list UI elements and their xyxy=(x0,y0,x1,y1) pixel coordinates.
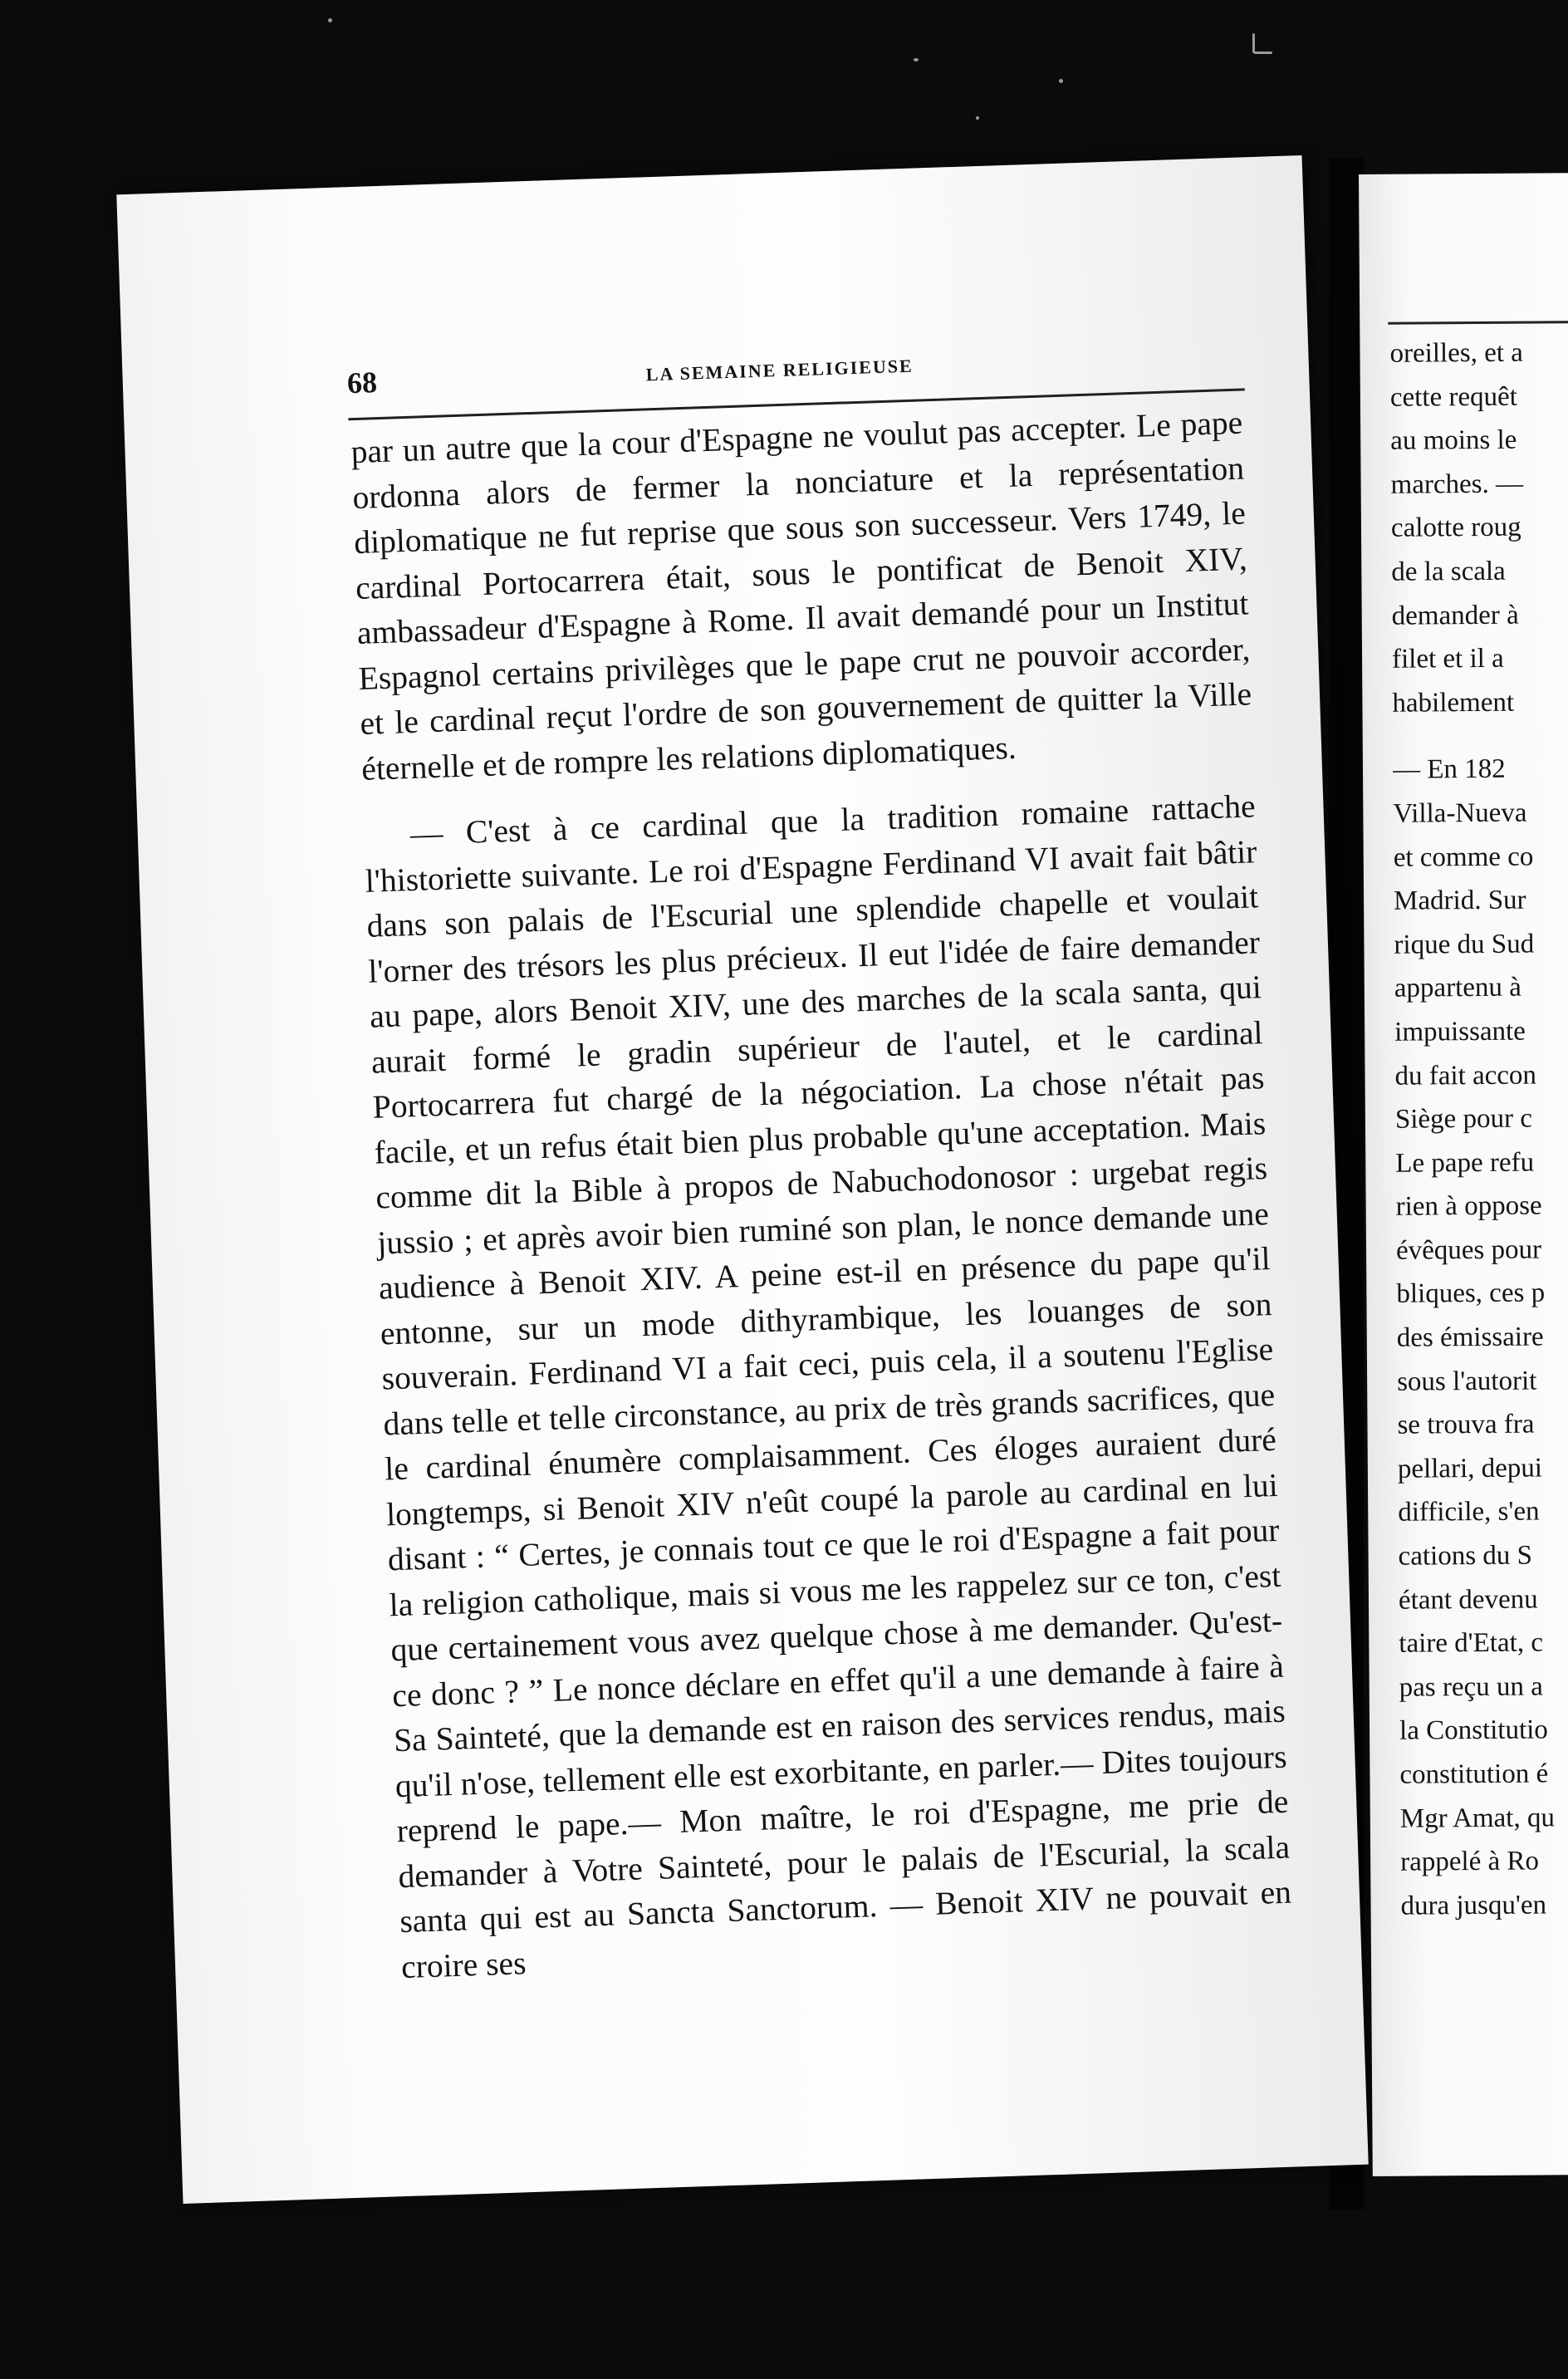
right-page-line: évêques pour xyxy=(1395,1234,1542,1266)
right-page-line: demander à xyxy=(1391,600,1519,631)
page-number: 68 xyxy=(346,365,378,400)
header-rule xyxy=(1388,321,1568,325)
right-page-line: calotte roug xyxy=(1390,513,1521,544)
right-page-line: pellari, depui xyxy=(1397,1453,1543,1484)
right-page xyxy=(1359,173,1568,2176)
right-page-line: rique du Sud xyxy=(1394,929,1535,960)
paragraph-gap xyxy=(1393,724,1568,748)
running-head: LA SEMAINE RELIGIEUSE xyxy=(645,355,914,385)
right-page-line: Villa-Nueva xyxy=(1393,797,1527,829)
right-page-line: bliques, ces p xyxy=(1396,1278,1546,1310)
scan-speck xyxy=(976,116,979,120)
right-page-line: de la scala xyxy=(1391,556,1506,587)
right-page-line: étant devenu xyxy=(1398,1584,1538,1616)
paragraph: — C'est à ce cardinal que la tradition romaine rattache l'historiette suivante. Le roi d'Espagne Ferdinand VI avait fait bâtir dans son palais de l'Escurial une splendide chapelle et voulait l'orner des trésors les plus précieux. Il eut l'idée de faire demander au pape, alors Benoit XIV, une des marches de la scala santa, qui aurait formé le gradin supérieur de l'autel, et le cardinal Portocarrera fut chargé de la négociation. La chose n'était pas facile, et un refus était bien plus probable qu'une acceptation. Mais comme dit la Bible à propos de Nabuchodonosor : urgebat regis jussio ; et après avoir bien ruminé son plan, le nonce demande une audience à Benoit XIV. A peine est-il en présence du pape qu'il entonne, sur un mode dithyrambique, les louanges de son souverain. Ferdinand VI a fait ceci, puis cela, il a soutenu l'Eglise dans telle et telle circonstance, au prix de très grands sacrifices, que le cardinal énumère complaisamment. Ces éloges auraient duré longtemps, si Benoit XIV n'eût coupé la parole au cardinal en lui disant : “ Certes, je connais tout ce que le roi d'Espagne a fait pour la religion catholique, mais si vous me les rappelez sur ce ton, c'est que certainement vous avez quelque chose à me demander. Qu'est-ce donc ? ” Le nonce déclare en effet qu'il a une demande à faire à Sa Sainteté, que la demande est en raison des services rendus, mais qu'il n'ose, tellement elle est exorbitante, en parler.— Dites toujours reprend le pape.— Mon maître, le roi d'Espagne, me prie de demander à Votre Sainteté, pour le palais de l'Escurial, la scala santa qui est au Sancta Sanctorum. — Benoit XIV ne pouvait en croire ses xyxy=(365,787,1292,1985)
right-page-line: la Constitutio xyxy=(1399,1714,1548,1747)
right-text-block-b xyxy=(1393,747,1568,1928)
right-text-block-a xyxy=(1389,331,1568,725)
left-page xyxy=(116,155,1368,2204)
right-page-line: Le pape refu xyxy=(1395,1147,1535,1179)
right-page-line: appartenu à xyxy=(1394,972,1521,1004)
right-page-line: Siège pour c xyxy=(1394,1103,1533,1135)
right-page-line: Mgr Amat, qu xyxy=(1399,1802,1556,1834)
body-text xyxy=(350,400,1294,1990)
right-page-line: rappelé à Ro xyxy=(1400,1846,1540,1877)
right-page-line: se trouva fra xyxy=(1397,1409,1535,1440)
scan-speck xyxy=(1254,52,1272,54)
paragraph: par un autre que la cour d'Espagne ne voulut pas accepter. Le pape ordonna alors de fermer la nonciature et la représentation diplomatique ne fut reprise que sous son successeur. Vers 1749, le cardinal Portocarrera était, sous le pontificat de Benoit XIV, ambassadeur d'Espagne à Rome. Il avait demandé pour un Institut Espagnol certains privilèges que le pape crut ne pouvoir accorder, et le cardinal reçut l'ordre de son gouvernement de quitter la Ville éternelle et de rompre les relations diplomatiques. xyxy=(350,404,1252,787)
right-page-line: difficile, s'en xyxy=(1398,1496,1540,1528)
right-page-line: impuissante xyxy=(1394,1016,1526,1047)
right-page-line: marches. — xyxy=(1390,468,1524,500)
right-page-line: cette requêt xyxy=(1389,381,1517,413)
right-page-line: — En 182 xyxy=(1392,754,1506,786)
scan-speck xyxy=(1059,79,1063,83)
right-page-line: des émissaire xyxy=(1396,1322,1544,1353)
right-page-line: Madrid. Sur xyxy=(1393,885,1526,916)
scan-speck xyxy=(1252,33,1255,53)
right-page-line: cations du S xyxy=(1398,1540,1533,1572)
right-page-line: oreilles, et a xyxy=(1389,337,1523,369)
right-page-line: au moins le xyxy=(1390,424,1517,456)
scan-speck xyxy=(914,58,919,61)
right-page-text xyxy=(1389,331,1568,1928)
right-page-line: du fait accon xyxy=(1394,1060,1537,1091)
right-page-line: sous l'autorit xyxy=(1397,1366,1537,1397)
scan-speck xyxy=(328,18,332,22)
right-page-line: dura jusqu'en xyxy=(1400,1890,1547,1921)
right-page-line: rien à oppose xyxy=(1395,1190,1542,1222)
right-page-line: taire d'Etat, c xyxy=(1399,1627,1544,1659)
right-page-line: pas reçu un a xyxy=(1399,1671,1544,1703)
right-page-line: et comme co xyxy=(1393,841,1534,873)
right-page-line: constitution é xyxy=(1399,1758,1549,1790)
right-page-line: filet et il a xyxy=(1391,643,1504,674)
right-page-line: habilement xyxy=(1392,687,1515,719)
